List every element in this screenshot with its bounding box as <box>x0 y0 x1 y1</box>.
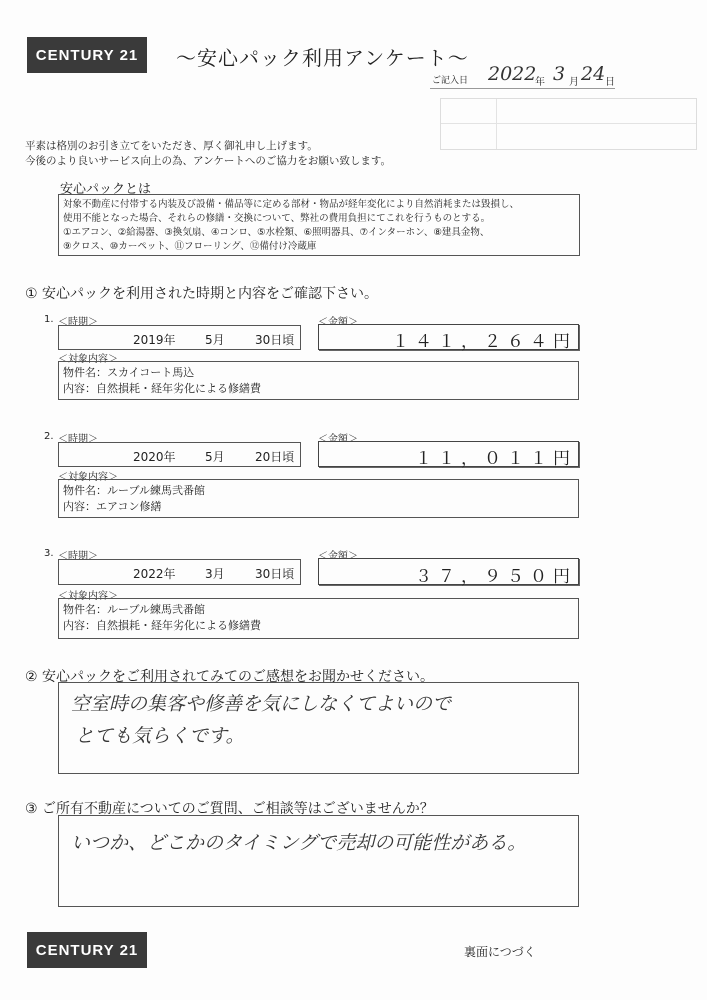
entry-2-property: 物件名：ルーブル練馬弐番館 <box>63 484 206 497</box>
entry-2-number: 2. <box>44 431 54 442</box>
entry-2-target-box <box>58 479 579 518</box>
about-line-3: ①エアコン、②給湯器、③換気扇、④コンロ、⑤水栓類、⑥照明器具、⑦インターホン、⑧建具金物、 <box>63 227 490 238</box>
brand-logo: CENTURY 21 <box>27 37 147 73</box>
entry-2-target-label: ＜対象内容＞ <box>58 472 118 483</box>
about-line-4: ⑨クロス、⑩カーペット、⑪フローリング、⑫備付け冷蔵庫 <box>63 241 317 252</box>
office-use-box <box>440 98 697 150</box>
entry-1-month: 5月 <box>205 333 225 347</box>
q3-heading: ③ ご所有不動産についてのご質問、ご相談等はございませんか？ <box>25 801 434 817</box>
entry-3-property: 物件名：ルーブル練馬弐番館 <box>63 603 206 616</box>
entry-3-content: 内容：自然損耗・経年劣化による修繕費 <box>63 619 261 632</box>
entry-2-amount-box <box>318 441 579 467</box>
entry-1-amount: １４１，２６４円 <box>392 332 576 352</box>
date-year-unit: 年 <box>535 77 545 88</box>
entry-1-property: 物件名：スカイコート馬込 <box>63 366 195 379</box>
entry-1-content: 内容：自然損耗・経年劣化による修繕費 <box>63 382 261 395</box>
entry-2-period-box <box>58 442 301 467</box>
entry-1-period-label: ＜時期＞ <box>58 317 98 328</box>
entry-3-period-box <box>58 559 301 585</box>
entry-2-content: 内容：エアコン修繕 <box>63 500 162 513</box>
page-title: 〜安心パック利用アンケート〜 <box>176 46 469 70</box>
entry-3-amount-box <box>318 558 579 585</box>
entry-1-amount-box <box>318 324 579 350</box>
about-heading: 安心パックとは <box>60 182 152 197</box>
q2-answer-box <box>58 682 579 774</box>
entry-3-target-label: ＜対象内容＞ <box>58 591 118 602</box>
q2-heading: ② 安心パックをご利用されてみてのご感想をお聞かせください。 <box>25 669 434 685</box>
date-underline <box>430 88 615 89</box>
continued-on-back: 裏面につづく <box>464 945 536 959</box>
entry-3-target-box <box>58 598 579 639</box>
entry-1-number: 1. <box>44 314 54 325</box>
q1-heading: ① 安心パックを利用された時期と内容をご確認下さい。 <box>25 286 378 302</box>
entry-3-period-label: ＜時期＞ <box>58 551 98 562</box>
entry-2-amount: １１，０１１円 <box>415 449 576 469</box>
entry-2-month: 5月 <box>205 450 225 464</box>
entry-2-day: 20日頃 <box>255 450 295 464</box>
about-line-2: 使用不能となった場合、それらの修繕・交換について、弊社の費用負担にてこれを行うものとする。 <box>63 213 491 224</box>
about-line-1: 対象不動産に付帯する内装及び設備・備品等に定める部材・物品が経年変化により自然消耗または毀損し、 <box>63 199 520 210</box>
intro-line-1: 平素は格別のお引き立てをいただき、厚く御礼申し上げます。 <box>25 140 318 152</box>
date-year: 2022 <box>488 63 537 85</box>
date-day: 24 <box>581 63 606 85</box>
entry-3-month: 3月 <box>205 567 225 581</box>
entry-3-day: 30日頃 <box>255 567 295 581</box>
entry-1-day: 30日頃 <box>255 333 295 347</box>
entry-3-amount-label: ＜金額＞ <box>318 551 358 562</box>
entry-1-amount-label: ＜金額＞ <box>318 317 358 328</box>
entry-1-period-box <box>58 325 301 350</box>
about-box <box>58 194 580 256</box>
q2-answer-line-1: 空室時の集客や修善を気にしなくてよいので <box>71 693 452 715</box>
intro-line-2: 今後のより良いサービス向上の為、アンケートへのご協力をお願い致します。 <box>25 155 392 167</box>
date-month-unit: 月 <box>569 77 579 88</box>
date-month: 3 <box>553 63 566 85</box>
entry-1-target-box <box>58 361 579 400</box>
q2-answer-line-2: とても気らくです。 <box>75 725 245 747</box>
entry-3-number: 3. <box>44 548 54 559</box>
entry-3-amount: ３７，９５０円 <box>415 567 576 587</box>
entry-1-year: 2019年 <box>133 333 176 347</box>
entry-3-year: 2022年 <box>133 567 176 581</box>
q3-answer-line-1: いつか、どこかのタイミングで売却の可能性がある。 <box>71 832 527 854</box>
date-label: ご記入日 <box>432 76 469 86</box>
q3-answer-box <box>58 815 579 907</box>
footer-brand-logo: CENTURY 21 <box>27 932 147 968</box>
entry-2-period-label: ＜時期＞ <box>58 434 98 445</box>
entry-2-amount-label: ＜金額＞ <box>318 434 358 445</box>
entry-1-target-label: ＜対象内容＞ <box>58 354 118 365</box>
entry-2-year: 2020年 <box>133 450 176 464</box>
date-day-unit: 日 <box>605 77 615 88</box>
